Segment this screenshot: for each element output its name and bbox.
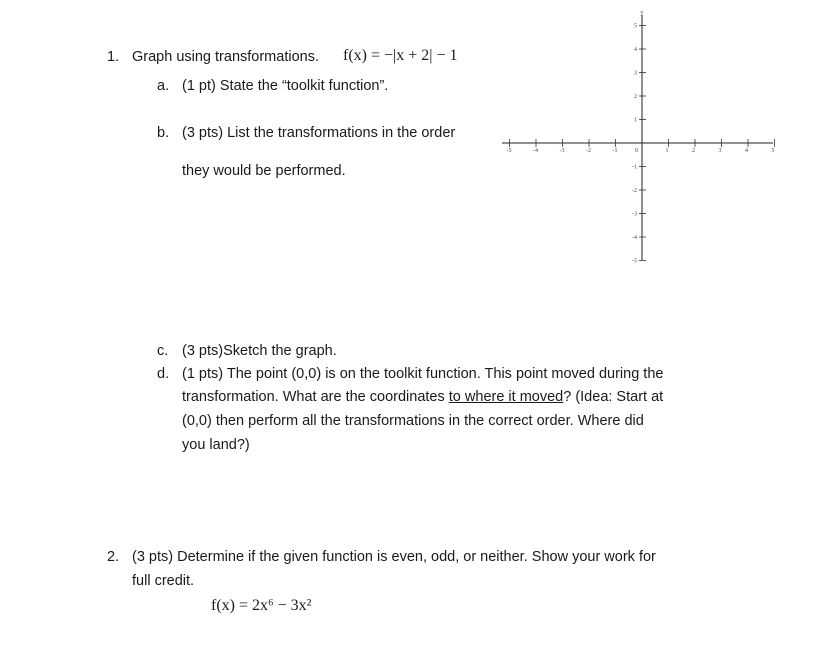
q1a-label: a. (157, 78, 170, 94)
y-tick-label: 3 (634, 70, 637, 77)
q1d-line2-post: ? (Idea: Start at (563, 389, 664, 405)
q1d-line2 (182, 389, 663, 405)
y-tick-label: 4 (634, 47, 637, 53)
x-ticks (507, 139, 775, 154)
q1-formula: f(x) = −|x + 2| − 1 (343, 47, 458, 64)
q1c-text: (3 pts)Sketch the graph. (182, 343, 337, 359)
q1-text: Graph using transformations. (132, 49, 319, 65)
y-tick-label: -5 (632, 258, 637, 265)
x-tick-label: 1 (665, 148, 669, 154)
q1d-line2-underlined: to where it moved (448, 389, 564, 405)
y-tick-label: 2 (634, 94, 637, 100)
y-tick-label: -4 (632, 235, 637, 241)
x-tick-label: -4 (533, 148, 538, 154)
y-axis-label: y (640, 10, 644, 16)
q2-number: 2. (107, 549, 120, 565)
x-tick-label: -1 (612, 148, 618, 154)
x-tick-label: 5 (771, 148, 775, 154)
y-tick-label: 5 (634, 23, 637, 30)
q1d-line2-pre: transformation. What are the coordinates (182, 389, 449, 405)
y-tick-label: 1 (634, 117, 637, 124)
x-tick-label: -2 (586, 148, 591, 154)
q1c-label: c. (157, 343, 169, 359)
y-tick-label: -3 (632, 211, 637, 218)
q1b-line1: (3 pts) List the transformations in the order (182, 125, 456, 141)
q1b-line2: they would be performed. (182, 163, 346, 179)
q1d-label: d. (157, 366, 170, 382)
x-tick-label: 2 (692, 148, 695, 154)
coordinate-grid (495, 5, 795, 275)
q1-number: 1. (107, 49, 120, 65)
q1d-line4: you land?) (182, 437, 250, 453)
x-tick-label: 4 (745, 148, 748, 154)
y-tick-label: -2 (632, 188, 637, 194)
q1d-line1: (1 pts) The point (0,0) is on the toolkit function. This point moved during the (182, 366, 664, 382)
y-ticks (632, 24, 646, 265)
q2-line2: full credit. (132, 573, 195, 589)
q2-formula: f(x) = 2x⁶ − 3x² (211, 597, 312, 614)
q1b-label: b. (157, 125, 170, 141)
q2-line1: (3 pts) Determine if the given function is even, odd, or neither. Show your work for (132, 549, 656, 565)
x-tick-label: 3 (718, 148, 722, 154)
q1d-line3: (0,0) then perform all the transformations in the correct order. Where did (182, 413, 644, 429)
x-tick-label: -3 (559, 148, 565, 154)
x-tick-label: -5 (506, 148, 512, 154)
q1a-text: (1 pt) State the “toolkit function”. (182, 78, 389, 94)
y-tick-label: -1 (632, 164, 637, 171)
origin-label: 0 (635, 148, 638, 154)
